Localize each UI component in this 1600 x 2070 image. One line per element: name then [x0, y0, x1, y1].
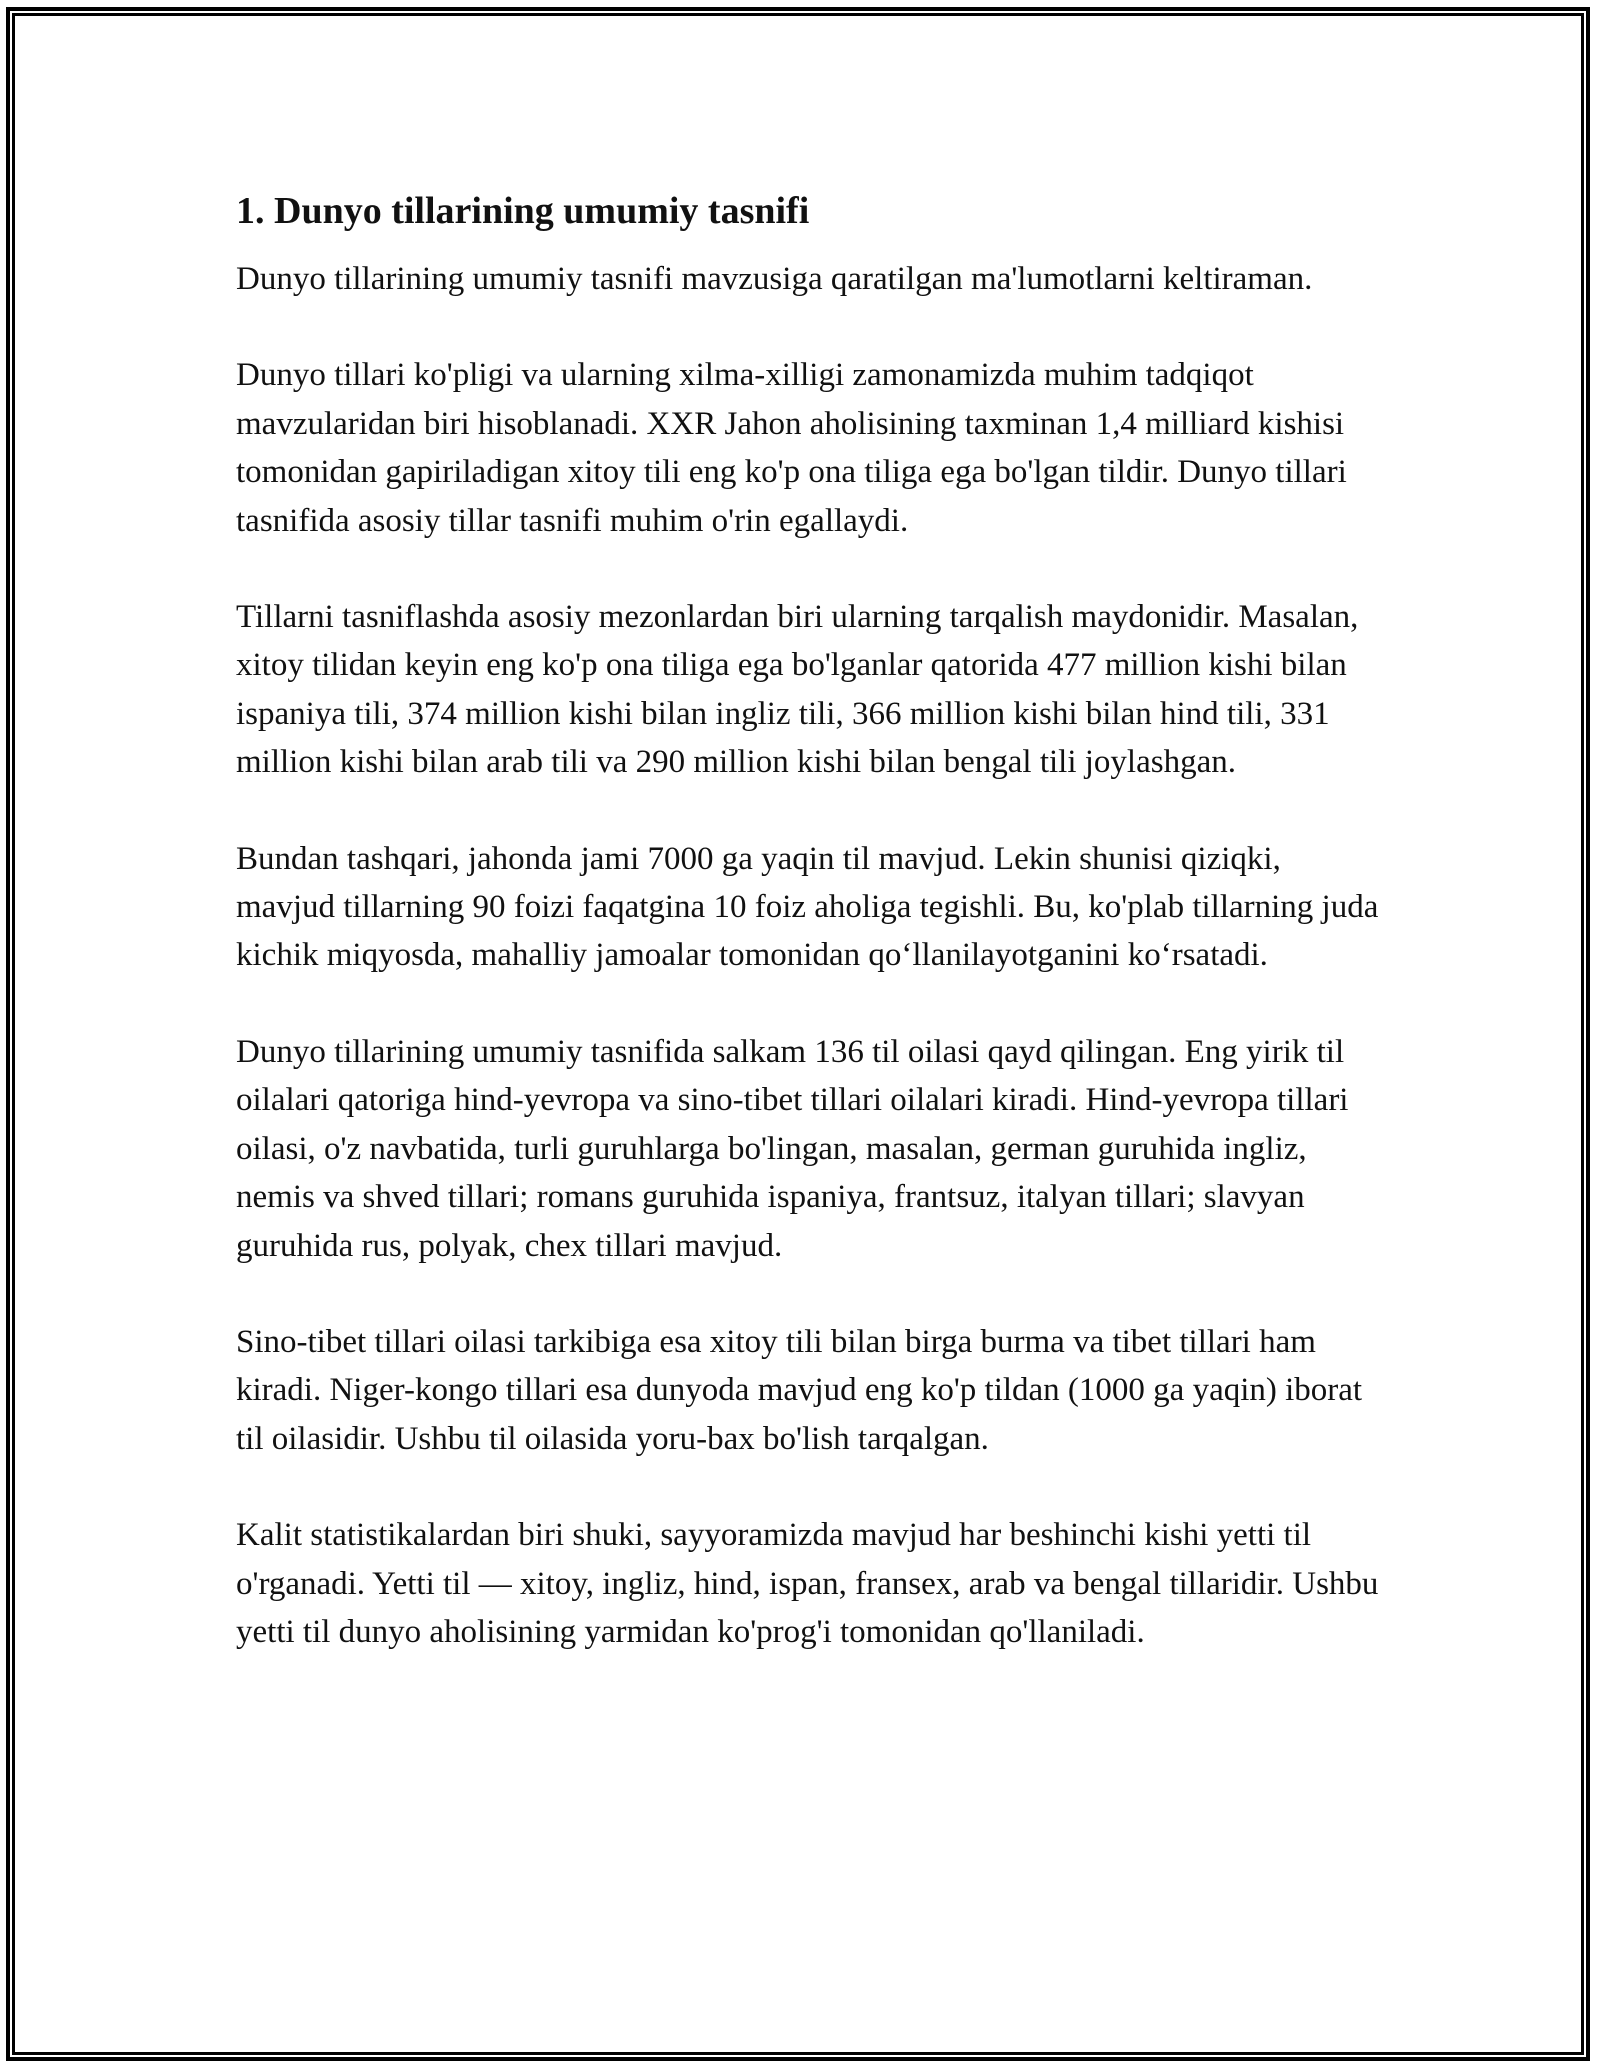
- document-body: [236, 185, 1386, 1704]
- paragraph-distribution: Tillarni tasniflashda asosiy mezonlardan biri ularning tarqalish maydonidir. Masalan, xitoy tilidan keyin eng ko'p ona tiliga ega bo'lganlar qatorida 477 million kishi bilan ispaniya tili, 374 million kishi bilan ingliz tili, 366 million kishi bilan hind tili, 331 million kishi bilan arab tili va 290 million kishi bilan bengal tili joylashgan.: [236, 599, 1359, 781]
- paragraph-key-statistics: Kalit statistikalardan biri shuki, sayyoramizda mavjud har beshinchi kishi yetti til o'rganadi. Yetti til — xitoy, ingliz, hind, ispan, fransex, arab va bengal tillaridir. Ushbu yetti til dunyo aholisining yarmidan ko'prog'i tomonidan qo'llaniladi.: [236, 1517, 1379, 1650]
- document-title: 1. Dunyo tillarining umumiy tasnifi: [236, 190, 810, 232]
- paragraph-diversity: Dunyo tillari ko'pligi va ularning xilma-xilligi zamonamizda muhim tadqiqot mavzularidan biri hisoblanadi. XXR Jahon aholisining taxminan 1,4 milliard kishisi tomonidan gapiriladigan xitoy tili eng ko'p ona tiliga ega bo'lgan tildir. Dunyo tillari tasnifida asosiy tillar tasnifi muhim o'rin egallaydi.: [236, 357, 1347, 539]
- paragraph-language-families: Dunyo tillarining umumiy tasnifida salkam 136 til oilasi qayd qilingan. Eng yirik til oilalari qatoriga hind-yevropa va sino-tibet tillari oilalari kiradi. Hind-yevropa tillari oilasi, o'z navbatida, turli guruhlarga bo'lingan, masalan, german guruhida ingliz, nemis va shved tillari; romans guruhida ispaniya, frantsuz, italyan tillari; slavyan guruhida rus, polyak, chex tillari mavjud.: [236, 1033, 1349, 1264]
- paragraph-intro: Dunyo tillarining umumiy tasnifi mavzusiga qaratilgan ma'lumotlarni keltiraman.: [236, 261, 1313, 297]
- paragraph-sino-tibetan: Sino-tibet tillari oilasi tarkibiga esa xitoy tili bilan birga burma va tibet tillari ham kiradi. Niger-kongo tillari esa dunyoda mavjud eng ko'p tildan (1000 ga yaqin) iborat til oilasidir. Ushbu til oilasida yoru-bax bo'lish tarqalgan.: [236, 1323, 1363, 1457]
- paragraph-language-count: Bundan tashqari, jahonda jami 7000 ga yaqin til mavjud. Lekin shunisi qiziqki, mavjud tillarning 90 foizi faqatgina 10 foiz aholiga tegishli. Bu, ko'plab tillarning juda kichik miqyosda, mahalliy jamoalar tomonidan qo‘llanilayotganini ko‘rsatadi.: [236, 840, 1379, 974]
